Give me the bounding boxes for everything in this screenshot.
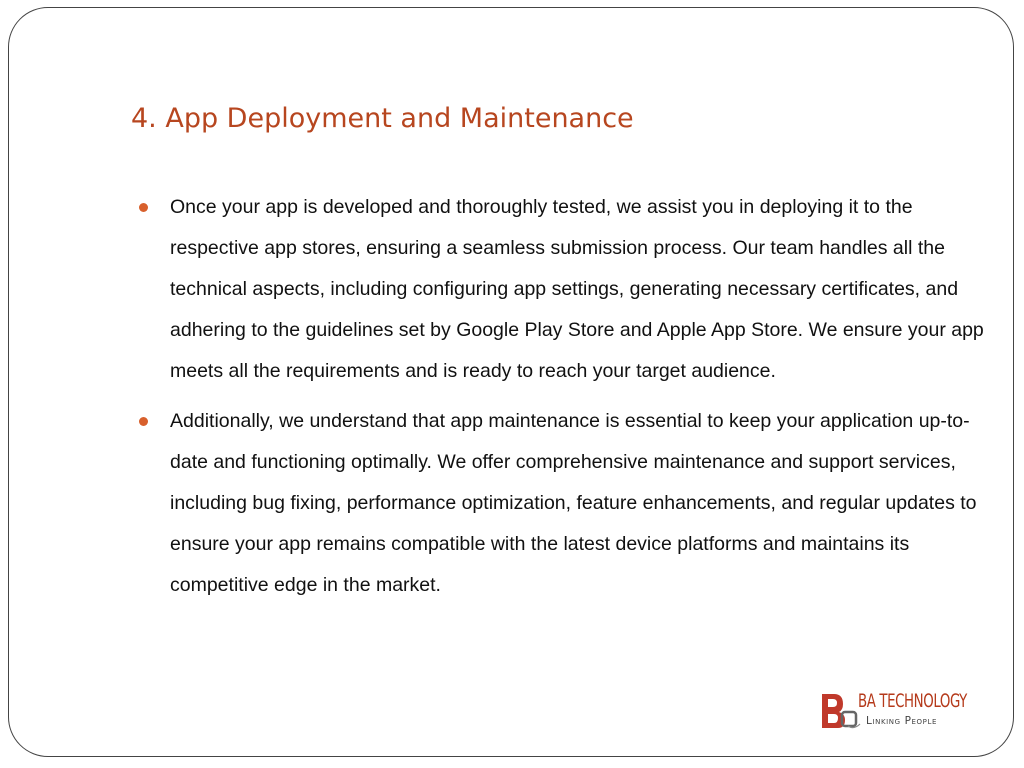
bullet-text: Additionally, we understand that app maintenance is essential to keep your application up-to-date and functioning optimally. We offer comprehensive maintenance and support services, including bug fixing, performance optimization, feature enhancements, and regular updates to ensure your app remains compatible with the latest device platforms and maintains its competitive edge in the market. — [170, 410, 977, 596]
bullet-item-maintenance — [135, 401, 995, 606]
slide-frame — [8, 7, 1014, 757]
logo-name: BA TECHNOLOGY — [858, 690, 967, 712]
bullet-text: Once your app is developed and thoroughly tested, we assist you in deploying it to the respective app stores, ensuring a seamless submission process. Our team handles all the technical aspects, including configuring app settings, generating necessary certificates, and adhering to the guidelines set by Google Play Store and Apple App Store. We ensure your app meets all the requirements and is ready to reach your target audience. — [170, 196, 984, 382]
bullet-dot-icon — [139, 417, 148, 426]
bullet-dot-icon — [139, 203, 148, 212]
bullet-item-deployment — [135, 187, 995, 392]
bullet-list — [135, 187, 995, 615]
company-logo — [818, 690, 990, 732]
ba-technology-logo-icon — [818, 690, 862, 732]
logo-tagline: Linking People — [866, 715, 938, 727]
slide-title: 4. App Deployment and Maintenance — [131, 103, 634, 134]
